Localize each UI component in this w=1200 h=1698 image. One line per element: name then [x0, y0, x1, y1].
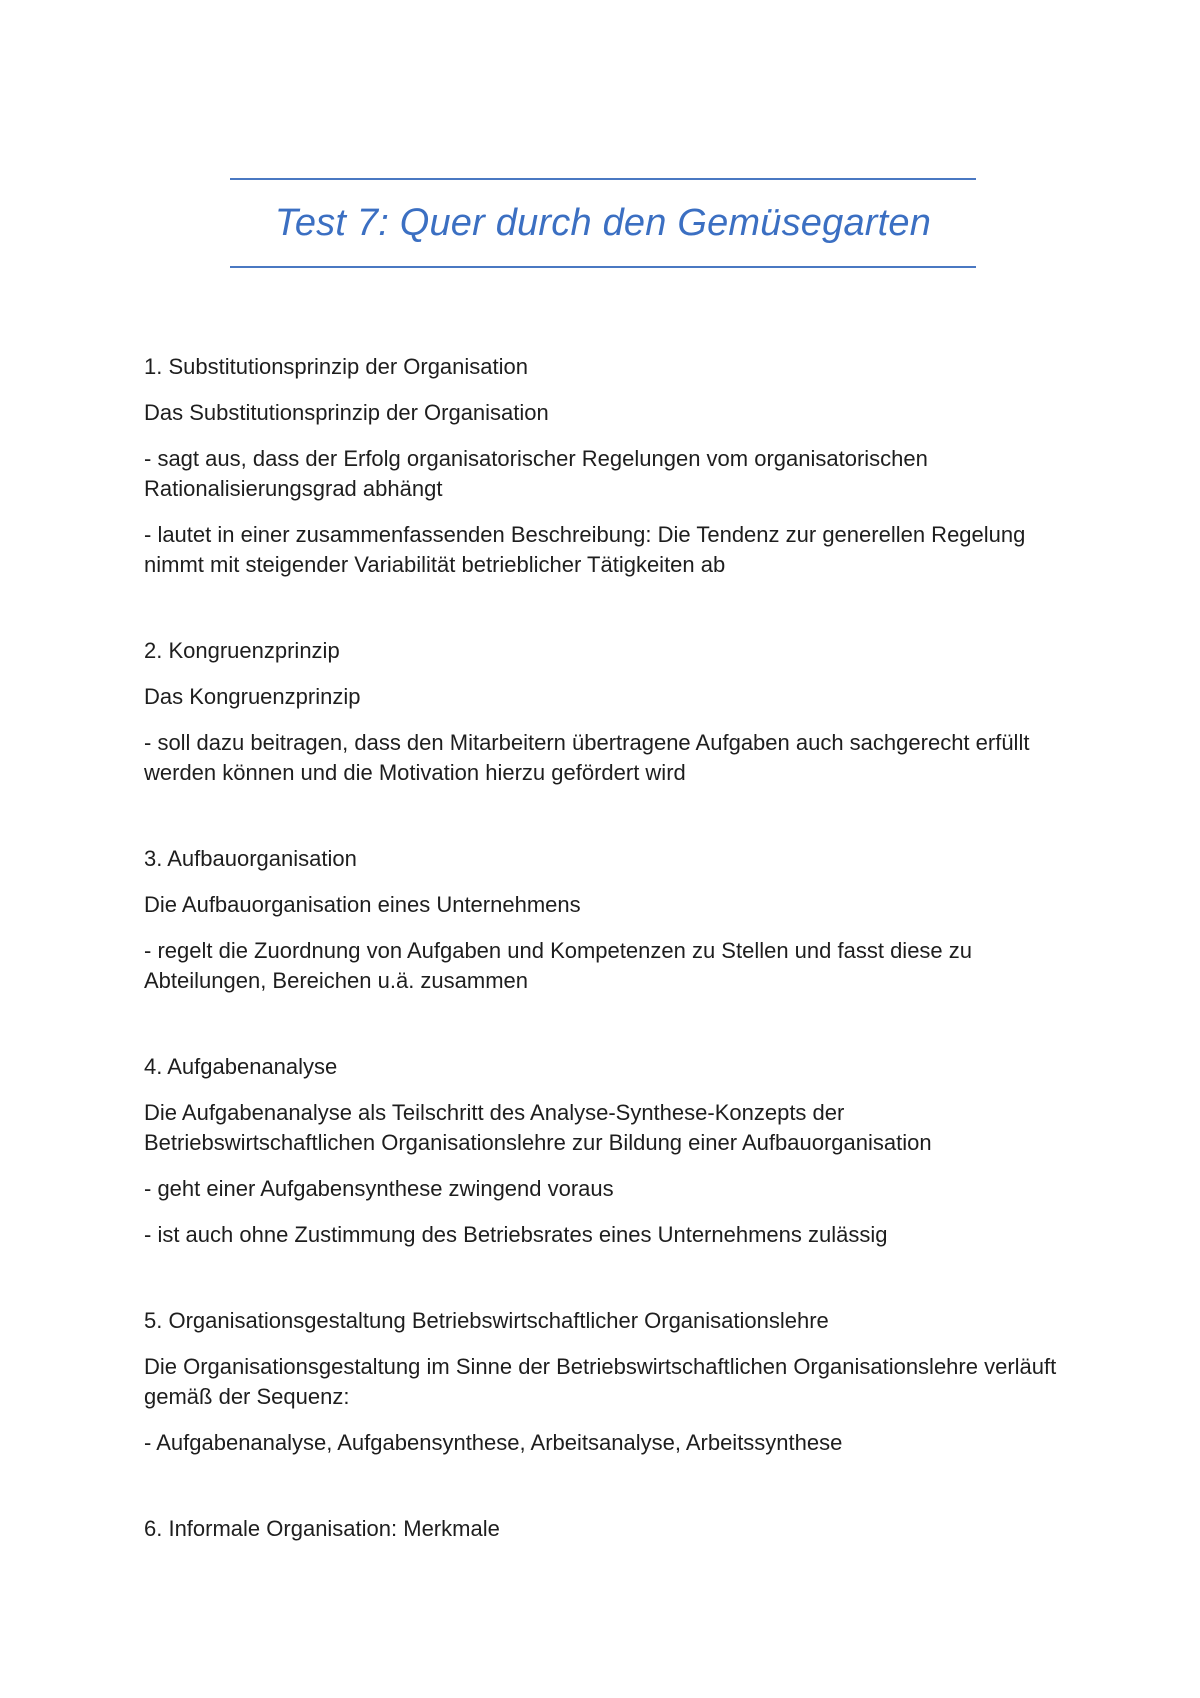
- section-heading: 5. Organisationsgestaltung Betriebswirtschaftlicher Organisationslehre: [144, 1308, 829, 1333]
- title-block: [230, 178, 976, 268]
- question-section: [144, 1306, 1074, 1458]
- question-section: [144, 636, 1074, 788]
- answer-text: - geht einer Aufgabensynthese zwingend voraus: [144, 1176, 614, 1201]
- answer-text: - Aufgabenanalyse, Aufgabensynthese, Arbeitsanalyse, Arbeitssynthese: [144, 1430, 843, 1455]
- section-heading: 4. Aufgabenanalyse: [144, 1054, 338, 1079]
- section-heading: 3. Aufbauorganisation: [144, 846, 357, 871]
- question-text: Das Kongruenzprinzip: [144, 684, 361, 709]
- question-text: Die Aufbauorganisation eines Unternehmens: [144, 892, 581, 917]
- question-text: Die Aufgabenanalyse als Teilschritt des Analyse-Synthese-Konzepts der Betriebswirtschaftlichen Organisationslehre zur Bildung einer Aufbauorganisation: [144, 1100, 932, 1155]
- answer-text: - sagt aus, dass der Erfolg organisatorischer Regelungen vom organisatorischen Rationalisierungsgrad abhängt: [144, 446, 928, 501]
- answer-text: - ist auch ohne Zustimmung des Betriebsrates eines Unternehmens zulässig: [144, 1222, 888, 1247]
- question-section: [144, 1052, 1074, 1250]
- question-section: [144, 352, 1074, 580]
- section-heading: 6. Informale Organisation: Merkmale: [144, 1516, 500, 1541]
- answer-text: - soll dazu beitragen, dass den Mitarbeitern übertragene Aufgaben auch sachgerecht erfüllt werden können und die Motivation hierzu gefördert wird: [144, 730, 1030, 785]
- section-heading: 1. Substitutionsprinzip der Organisation: [144, 354, 528, 379]
- question-section: [144, 1514, 1074, 1544]
- answer-text: - regelt die Zuordnung von Aufgaben und Kompetenzen zu Stellen und fasst diese zu Abteilungen, Bereichen u.ä. zusammen: [144, 938, 973, 993]
- document-title: Test 7: Quer durch den Gemüsegarten: [274, 201, 932, 244]
- question-section: [144, 844, 1074, 996]
- document-content: [144, 352, 1074, 1600]
- answer-text: - lautet in einer zusammenfassenden Beschreibung: Die Tendenz zur generellen Regelung nimmt mit steigender Variabilität betrieblicher Tätigkeiten ab: [144, 522, 1026, 577]
- question-text: Die Organisationsgestaltung im Sinne der Betriebswirtschaftlichen Organisationslehre verläuft gemäß der Sequenz:: [144, 1354, 1057, 1409]
- section-heading: 2. Kongruenzprinzip: [144, 638, 340, 663]
- question-text: Das Substitutionsprinzip der Organisation: [144, 400, 549, 425]
